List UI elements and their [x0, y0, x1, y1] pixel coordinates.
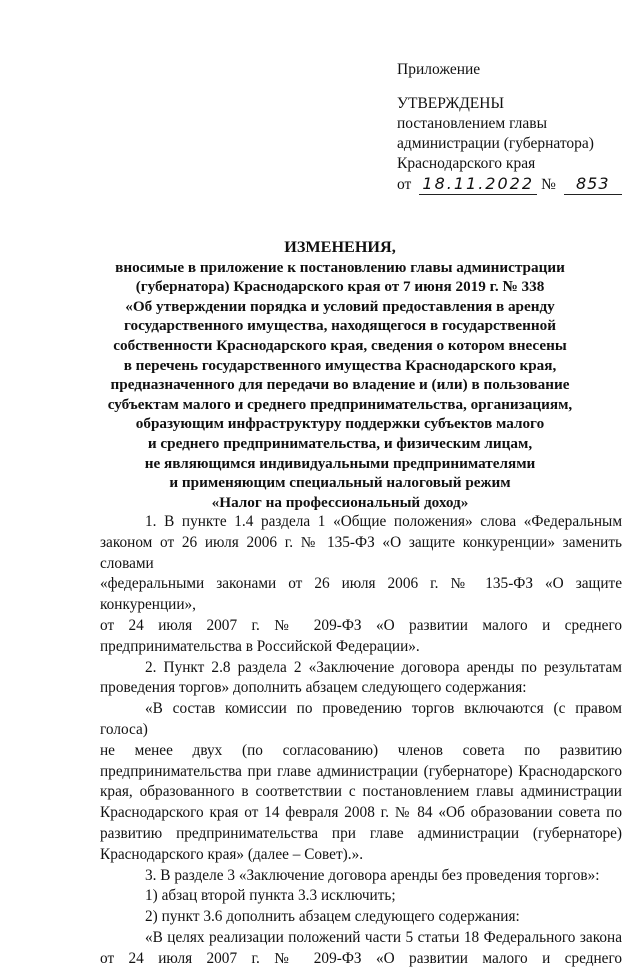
title-line: «Налог на профессиональный доход» [211, 493, 469, 511]
body-line: развитию предпринимательства при главе администрации (губернаторе) [100, 824, 622, 842]
body-line: «В целях реализации положений части 5 статьи 18 Федерального закона [145, 928, 622, 946]
body-line: «В состав комиссии по проведению торгов включаются (с правом голоса) [100, 700, 622, 738]
title-line: государственного имущества, находящегося в государственной [123, 317, 557, 335]
title-line: вносимые в приложение к постановлению главы администрации [115, 258, 565, 276]
body-line: края, образованного в соответствии с постановлением главы администрации [100, 783, 622, 801]
title-line: образующим инфраструктуру поддержки субъектов малого [135, 415, 545, 433]
approval-date-line [397, 174, 622, 195]
title-line: в перечень государственного имущества Краснодарского края, [123, 356, 557, 374]
body-line: предпринимательства в Российской Федерации». [100, 637, 420, 655]
body-line: предпринимательства при главе администрации (губернаторе) Краснодарского [100, 762, 622, 780]
appendix-label: Приложение [397, 61, 481, 78]
body-line: от 24 июля 2007 г. № 209-ФЗ «О развитии малого и среднего [100, 949, 622, 967]
from-label: от [397, 176, 412, 193]
title-line: и среднего предпринимательства, и физическим лицам, [147, 434, 533, 452]
title-line: собственности Краснодарского края, сведения о котором внесены [113, 336, 567, 354]
approval-line-2: администрации (губернатора) [397, 135, 594, 152]
approval-block [397, 60, 622, 195]
title-line: не являющимся индивидуальными предпринимателями [144, 454, 536, 472]
body-line: Краснодарского края от 14 февраля 2008 г. № 84 «Об образовании совета по [100, 804, 622, 822]
body-line: «федеральными законами от 26 июля 2006 г. № 135-ФЗ «О защите конкуренции», [100, 575, 622, 614]
body-line: 1. В пункте 1.4 раздела 1 «Общие положения» слова «Федеральным [145, 513, 622, 530]
body-line: проведения торгов» дополнить абзацем следующего содержания: [100, 679, 527, 697]
title-line: и применяющим специальный налоговый режим [169, 474, 511, 492]
approved-label: УТВЕРЖДЕНЫ [397, 95, 504, 112]
body-line: 2) пункт 3.6 дополнить абзацем следующего содержания: [145, 908, 520, 926]
body-line: 2. Пункт 2.8 раздела 2 «Заключение договора аренды по результатам [145, 658, 622, 676]
title-line: «Об утверждении порядка и условий предоставления в аренду [125, 297, 555, 315]
title-line: субъектам малого и среднего предпринимательства, организациям, [107, 395, 573, 413]
body-line: Краснодарского края» (далее – Совет).». [100, 845, 364, 863]
body-line: 1) абзац второй пункта 3.3 исключить; [145, 887, 396, 905]
body-line: 3. В разделе 3 «Заключение договора аренды без проведения торгов»: [145, 866, 600, 884]
title-line: предназначенного для передачи во владение и (или) в пользование [110, 376, 570, 394]
approval-line-3: Краснодарского края [397, 155, 536, 172]
body-line: от 24 июля 2007 г. № 209-ФЗ «О развитии малого и среднего [100, 616, 622, 634]
body-line: не менее двух (по согласованию) членов совета по развитию [100, 741, 622, 759]
title-heading: ИЗМЕНЕНИЯ, [284, 238, 396, 256]
approval-line-1: постановлением главы [397, 115, 547, 132]
number-label: № [541, 176, 556, 193]
document-body [100, 512, 622, 970]
handwritten-date: 18.11.2022 [419, 174, 537, 195]
body-line: законом от 26 июля 2006 г. № 135-ФЗ «О защите конкуренции» заменить словами [100, 533, 622, 572]
handwritten-number: 853 [564, 174, 622, 195]
changes-title [60, 238, 620, 512]
title-line: (губернатора) Краснодарского края от 7 июня 2019 г. № 338 [135, 278, 545, 296]
